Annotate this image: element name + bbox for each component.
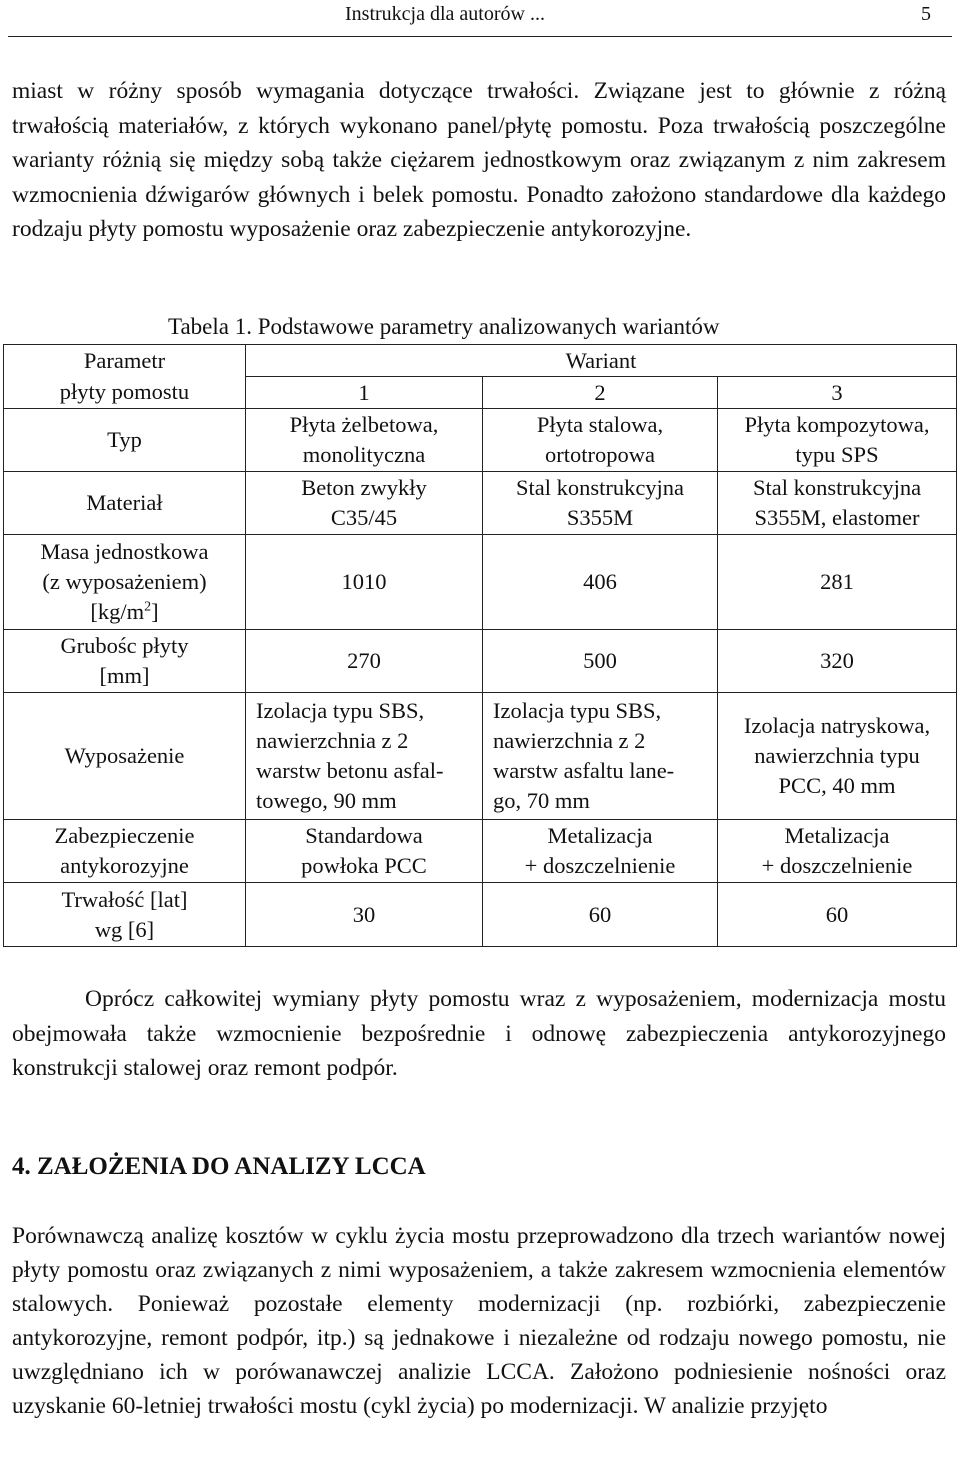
value-cell: Płyta żelbetowa, monolityczna <box>246 409 483 472</box>
paragraph-3 <box>12 1219 946 1423</box>
paragraph-1-text: miast w różny sposób wymagania dotyczące trwałości. Związane jest to głównie z różną trwałością materiałów, z których wykonano panel/płytę pomostu. Poza trwałością poszczególne warianty różnią się między sobą także ciężarem jednostkowym oraz związanym z nim zakresem wzmocnienia dźwigarów głównych i belek pomostu. Ponadto założono standardowe dla każdego rodzaju płyty pomostu wyposażenie oraz zabezpieczenie antykorozyjne. <box>12 78 946 242</box>
paragraph-1 <box>12 74 946 247</box>
variant-number: 2 <box>483 377 718 409</box>
value-cell: Izolacja natryskowa, nawierzchnia typu PCC, 40 mm <box>718 693 957 820</box>
param-label-text: Materiał <box>86 490 163 515</box>
variant-number: 1 <box>246 377 483 409</box>
param-label: Grubośc płyty [mm] <box>4 630 246 693</box>
table-row-material <box>4 472 957 535</box>
param-label: Trwałość [lat] wg [6] <box>4 883 246 947</box>
value-cell: Metalizacja + doszczelnienie <box>718 820 957 883</box>
value-cell: Izolacja typu SBS, nawierzchnia z 2 warstw betonu asfal- towego, 90 mm <box>246 693 483 820</box>
param-label: Zabezpieczenie antykorozyjne <box>4 820 246 883</box>
value-cell: Stal konstrukcyjna S355M, elastomer <box>718 472 957 535</box>
section-heading: 4. ZAŁOŻENIA DO ANALIZY LCCA <box>12 1153 426 1180</box>
table-row-thickness <box>4 630 957 693</box>
value-cell: 406 <box>483 535 718 630</box>
parameters-table <box>3 344 957 947</box>
value-cell: 320 <box>718 630 957 693</box>
variant-number: 3 <box>718 377 957 409</box>
header-rule <box>8 36 952 37</box>
value-cell: Stal konstrukcyjna S355M <box>483 472 718 535</box>
param-label <box>4 693 246 820</box>
param-label <box>4 409 246 472</box>
param-label <box>4 472 246 535</box>
value-cell: Izolacja typu SBS, nawierzchnia z 2 warstw asfaltu lane- go, 70 mm <box>483 693 718 820</box>
value-cell: 30 <box>246 883 483 947</box>
table-caption: Tabela 1. Podstawowe parametry analizowanych wariantów <box>168 314 720 339</box>
table-row-corrosion <box>4 820 957 883</box>
value-cell: 281 <box>718 535 957 630</box>
page-number: 5 <box>921 3 931 25</box>
param-label-text: Typ <box>107 427 142 452</box>
value-cell: Płyta kompozytowa, typu SPS <box>718 409 957 472</box>
param-header-line2: płyty pomostu <box>4 377 246 409</box>
value-cell: 1010 <box>246 535 483 630</box>
value-cell: Standardowa powłoka PCC <box>246 820 483 883</box>
value-cell: Metalizacja + doszczelnienie <box>483 820 718 883</box>
variant-header: Wariant <box>246 345 957 377</box>
value-cell: 60 <box>483 883 718 947</box>
param-label: Masa jednostkowa (z wyposażeniem) $[kg/m^2]$ <box>4 535 246 630</box>
table-row-durability <box>4 883 957 947</box>
running-header <box>0 0 960 34</box>
table-row-typ <box>4 409 957 472</box>
value-cell: Beton zwykły C35/45 <box>246 472 483 535</box>
value-cell: 60 <box>718 883 957 947</box>
paragraph-2 <box>12 982 946 1086</box>
value-cell: 270 <box>246 630 483 693</box>
value-cell: 500 <box>483 630 718 693</box>
table-row-mass <box>4 535 957 630</box>
running-title: Instrukcja dla autorów ... <box>345 3 545 25</box>
paragraph-2-text: Oprócz całkowitej wymiany płyty pomostu wraz z wyposażeniem, modernizacja mostu obejmowała także wzmocnienie bezpośrednie i odnowę zabezpieczenia antykorozyjnego konstrukcji stalowej oraz remont podpór. <box>12 986 946 1081</box>
param-label-text: Wyposażenie <box>64 743 185 768</box>
value-cell: Płyta stalowa, ortotropowa <box>483 409 718 472</box>
paragraph-3-text: Porównawczą analizę kosztów w cyklu życia mostu przeprowadzono dla trzech wariantów nowej płyty pomostu oraz związanych z nimi wyposażeniem, a także zakresem wzmocnienia elementów stalowych. Ponieważ pozostałe elementy modernizacji (np. rozbiórki, zabezpieczenie antykorozyjne, remont podpór, itp.) są jednakowe i niezależne od rodzaju nowego pomostu, nie uwzględniano ich w porówanawczej analizie LCCA. Założono podniesienie nośności oraz uzyskanie 60-letniej trwałości mostu (cykl życia) po modernizacji. W analizie przyjęto <box>12 1223 946 1419</box>
param-header-line1: Parametr <box>4 345 246 377</box>
table-row-equipment <box>4 693 957 820</box>
